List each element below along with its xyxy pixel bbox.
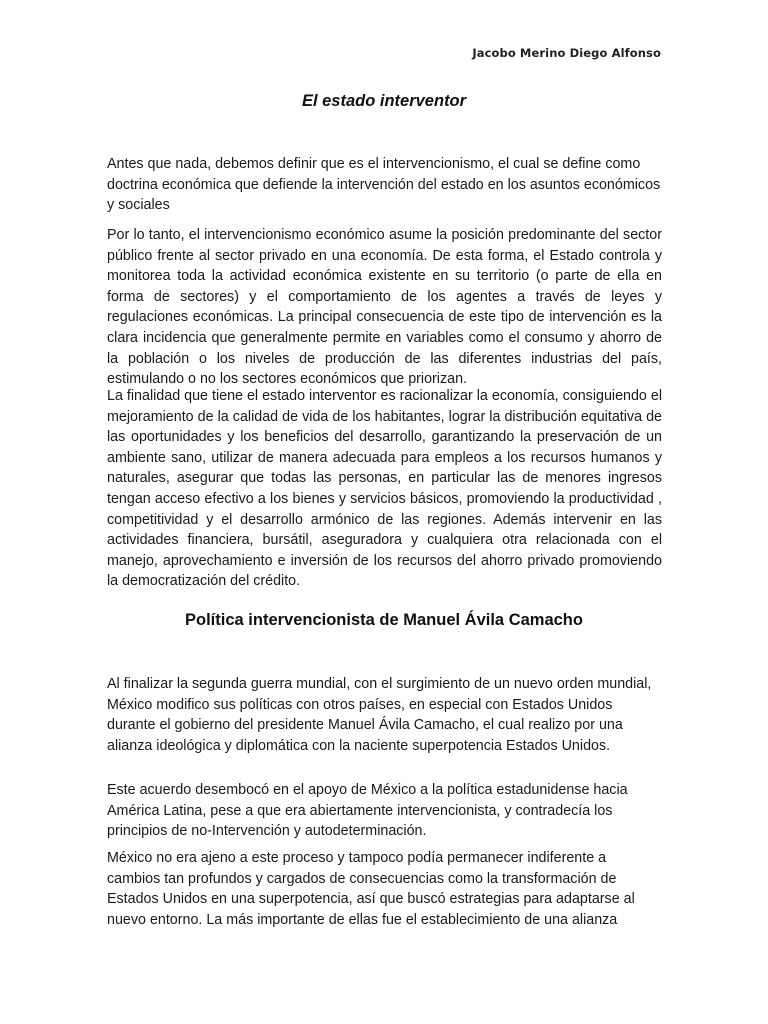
section-title: Política intervencionista de Manuel Ávila Camacho — [185, 611, 583, 629]
author-name: Jacobo Merino Diego Alfonso — [472, 46, 661, 60]
paragraph-mexico: México no era ajeno a este proceso y tampoco podía permanecer indiferente a cambios tan profundos y cargados de consecuencias como la transformación de Estados Unidos en una superpotencia, así que buscó estrategias para adaptarse al nuevo entorno. La más importante de ellas fue el establecimiento de una alianza — [107, 850, 635, 928]
paragraph-intro: Antes que nada, debemos definir que es el intervencionismo, el cual se define como doctrina económica que defiende la intervención del estado en los asuntos económicos y sociales — [107, 156, 661, 214]
paragraph-acuerdo: Este acuerdo desembocó en el apoyo de México a la política estadunidense hacia América Latina, pese a que era abiertamente intervencionista, y contradecía los principios de no-Intervención y autodeterminación. — [107, 782, 628, 840]
document-title: El estado interventor — [301, 92, 467, 110]
paragraph-finalidad: La finalidad que tiene el estado interventor es racionalizar la economía, consiguiendo el mejoramiento de la calidad de vida de los habitantes, lograr la distribución equitativa de las oportunidades y los beneficios del desarrollo, garantizando la preservación de un ambiente sano, utilizar de manera adecuada para empleos a los recursos humanos y naturales, asegurar que todas las personas, en particular las de menores ingresos tengan acceso efectivo a los bienes y servicios básicos, promoviendo la productividad , competitividad y el desarrollo armónico de las regiones. Además intervenir en las actividades financiera, bursátil, aseguradora y cualquiera otra relacionada con el manejo, aprovechamiento e inversión de los recursos del ahorro privado promoviendo la democratización del crédito. — [107, 388, 662, 590]
paragraph-segunda-guerra: Al finalizar la segunda guerra mundial, con el surgimiento de un nuevo orden mundial, México modifico sus políticas con otros países, en especial con Estados Unidos durante el gobierno del presidente Manuel Ávila Camacho, el cual realizo por una alianza ideológica y diplomática con la naciente superpotencia Estados Unidos. — [107, 676, 652, 754]
paragraph-intervencionismo: Por lo tanto, el intervencionismo económico asume la posición predominante del sector público frente al sector privado en una economía. De esta forma, el Estado controla y monitorea toda la actividad económica existente en su territorio (o parte de ella en forma de sectores) y el comportamiento de los agentes a través de leyes y regulaciones económicas. La principal consecuencia de este tipo de intervención es la clara incidencia que generalmente permite en variables como el consumo y ahorro de la población o los niveles de producción de las diferentes industrias del país, estimulando o no los sectores económicos que priorizan. — [107, 227, 662, 388]
